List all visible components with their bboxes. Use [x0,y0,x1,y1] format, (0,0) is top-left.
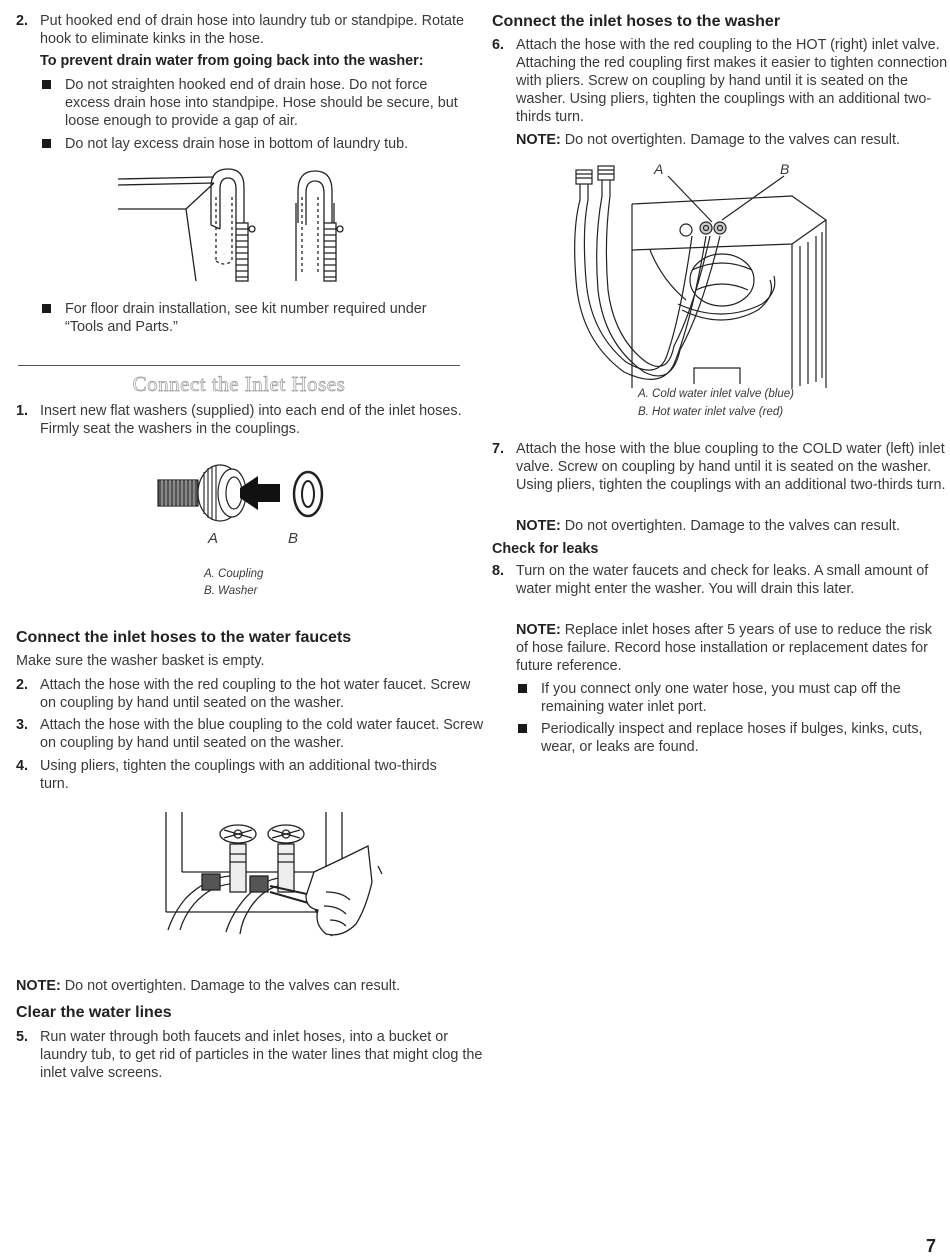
note-label: NOTE: [516,622,561,638]
drain-step-2 [16,12,486,48]
note-label: NOTE: [516,132,561,148]
valve-label-b: B [780,161,790,177]
clear-step-5 [16,1028,486,1082]
step-number: 3. [16,717,29,733]
bullet-text: Do not lay excess drain hose in bottom of laundry tub. [65,136,409,152]
clear-lines-heading: Clear the water lines [16,1004,172,1021]
floor-drain-bullet [16,300,462,336]
washer-step-6 [492,36,950,126]
note-label: NOTE: [16,978,61,994]
step-number: 5. [16,1029,29,1045]
page-number: 7 [925,1236,936,1256]
prevent-bullet-1 [16,76,462,130]
check-leaks-heading: Check for leaks [492,541,599,557]
caption-washer: B. Washer [204,585,258,597]
step-text: Put hooked end of drain hose into laundry tub or standpipe. Rotate hook to eliminate kinks in the hose. [40,13,465,47]
leaks-step-8 [492,562,936,598]
faucet-step-2 [16,676,486,712]
step-number: 6. [492,37,505,53]
bullet-square [42,304,51,313]
inlet-step-1 [16,402,486,438]
bullet-square [518,724,527,733]
section-divider [18,365,460,366]
step-number: 1. [16,403,29,419]
leak-bullet-1 [492,680,932,716]
figure-label-a: A [208,530,219,547]
prevent-heading: To prevent drain water from going back into the washer: [40,53,424,69]
washer-step-7 [492,440,946,494]
note-label: NOTE: [516,518,561,534]
leak-bullet-2 [492,720,932,756]
faucet-pliers-illustration [146,812,386,952]
step-number: 8. [492,563,505,579]
bullet-text: Periodically inspect and replace hoses if bulges, kinks, cuts, wear, or leaks are found. [541,721,923,755]
coupling-washer-illustration [156,460,336,528]
caption-hot-valve: B. Hot water inlet valve (red) [638,406,784,418]
faucet-step-4 [16,757,460,793]
note-text: Do not overtighten. Damage to the valves can result. [560,518,900,534]
section-title: Connect the Inlet Hoses [132,372,346,396]
bullet-square [42,139,51,148]
step-number: 4. [16,758,29,774]
valve-label-a: A [654,161,664,177]
bullet-square [42,80,51,89]
bullet-text: For floor drain installation, see kit number required under “Tools and Parts.” [65,301,427,335]
figure-label-b: B [288,530,299,547]
note-text: Do not overtighten. Damage to the valves can result. [60,978,400,994]
faucets-intro: Make sure the washer basket is empty. [16,653,265,669]
step-text: Attach the hose with the red coupling to the HOT (right) inlet valve. Attaching the red coupling first makes it easier to tighten connection with pliers. Screw on coupling by hand until it is seated on the washer. Using pliers, tighten the couplings with an additional two-thirds turn. [516,37,948,125]
bullet-text: If you connect only one water hose, you must cap off the remaining water inlet port. [541,681,901,715]
washer-heading: Connect the inlet hoses to the washer [492,13,781,30]
step-text: Insert new flat washers (supplied) into each end of the inlet hoses. Firmly seat the washers in the couplings. [40,403,462,437]
bullet-text: Do not straighten hooked end of drain hose. Do not force excess drain hose into standpipe. Hose should be secure, but loose enough to provide a gap of air. [65,77,458,129]
note-text: Do not overtighten. Damage to the valves can result. [560,132,900,148]
note-washer-1 [492,131,932,149]
step-number: 2. [16,13,29,29]
step-text: Attach the hose with the red coupling to the hot water faucet. Screw on coupling by hand until seated on the washer. [40,677,471,711]
step-number: 7. [492,441,505,457]
faucet-step-3 [16,716,486,752]
note-replace-hoses [492,621,932,675]
bullet-square [518,684,527,693]
caption-cold-valve: A. Cold water inlet valve (blue) [638,388,794,400]
note-faucets [16,977,462,995]
washer-inlet-illustration [562,160,837,388]
step-number: 2. [16,677,29,693]
step-text: Run water through both faucets and inlet hoses, into a bucket or laundry tub, to get rid of particles in the water lines that might clog the inlet valve screens. [40,1029,483,1081]
caption-coupling: A. Coupling [204,568,264,580]
step-text: Attach the hose with the blue coupling to the cold water faucet. Screw on coupling by hand until seated on the washer. [40,717,484,751]
note-text: Replace inlet hoses after 5 years of use to reduce the risk of hose failure. Record hose installation or replacement dates for future reference. [516,622,932,674]
prevent-bullet-2 [16,135,462,153]
step-text: Turn on the water faucets and check for leaks. A small amount of water might enter the washer. You will drain this later. [516,563,929,597]
faucets-heading: Connect the inlet hoses to the water faucets [16,629,352,646]
step-text: Using pliers, tighten the couplings with an additional two-thirds turn. [40,758,437,792]
note-washer-2 [492,517,932,535]
step-text: Attach the hose with the blue coupling to the COLD water (left) inlet valve. Screw on coupling by hand until it is seated on the washer. Using pliers, tighten the couplings with an additional two-thirds turn. [516,441,946,493]
drain-hose-illustration [116,163,366,288]
